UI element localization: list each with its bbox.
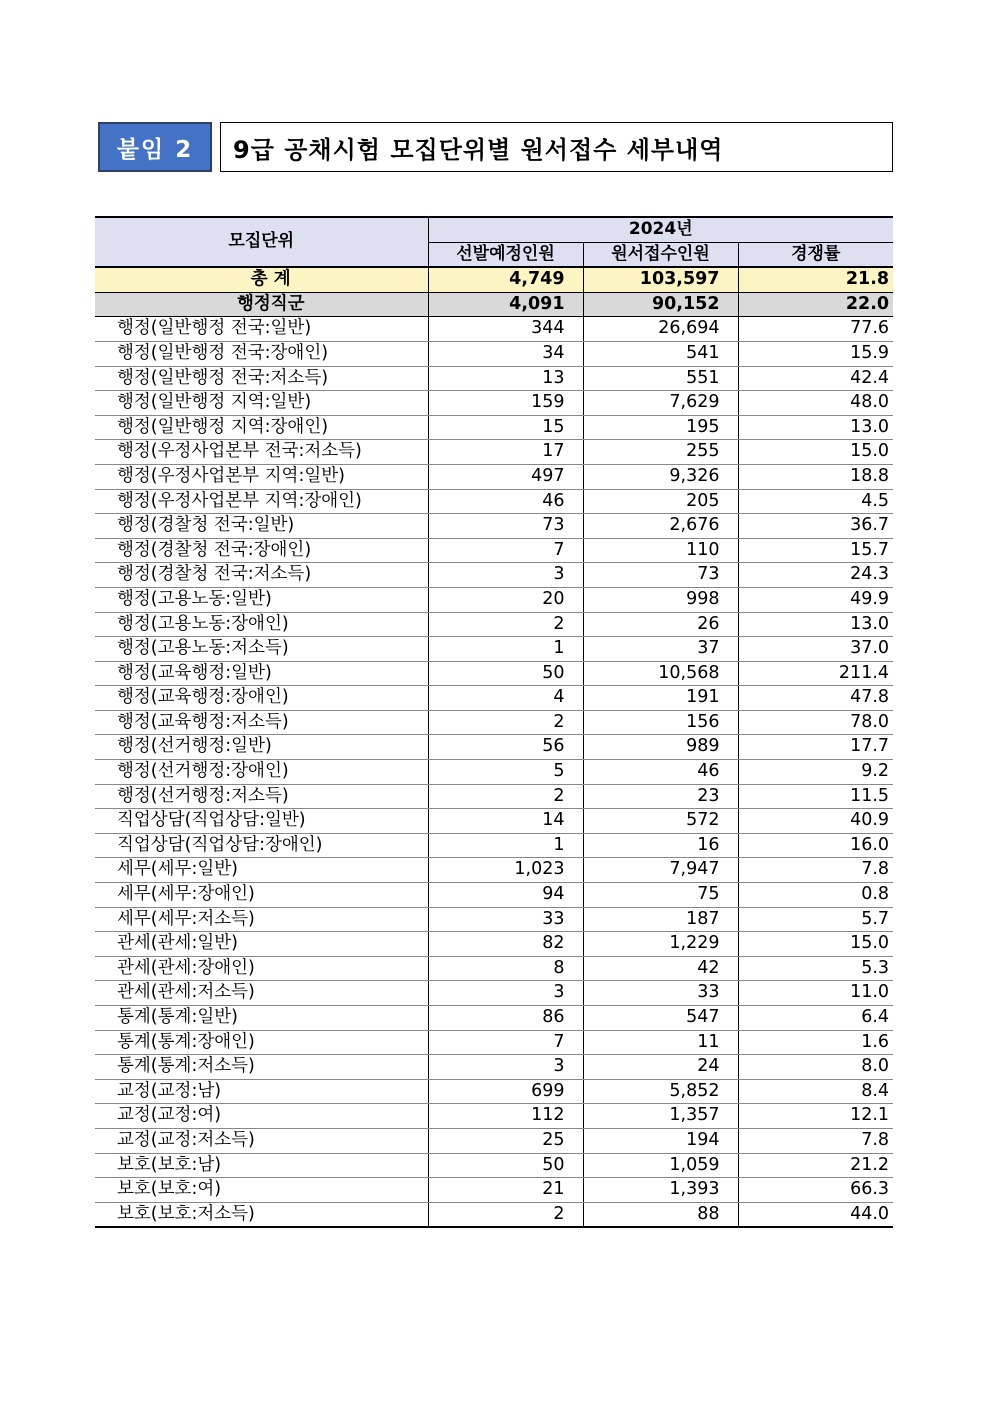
- selected-count: 13: [428, 366, 583, 391]
- total-selected: 4,749: [428, 267, 583, 292]
- unit-name: 행정(교육행정:일반): [95, 661, 428, 686]
- selected-count: 50: [428, 1153, 583, 1178]
- competition-rate: 0.8: [738, 883, 893, 908]
- competition-rate: 13.0: [738, 612, 893, 637]
- selected-count: 2: [428, 784, 583, 809]
- competition-rate: 11.0: [738, 981, 893, 1006]
- unit-name: 행정(교육행정:장애인): [95, 686, 428, 711]
- selected-count: 3: [428, 563, 583, 588]
- header-competition-rate: 경쟁률: [738, 242, 893, 267]
- applicant-count: 73: [583, 563, 738, 588]
- unit-name: 행정(우정사업본부 전국:저소득): [95, 440, 428, 465]
- competition-rate: 44.0: [738, 1202, 893, 1227]
- selected-count: 497: [428, 464, 583, 489]
- competition-rate: 211.4: [738, 661, 893, 686]
- applicant-count: 33: [583, 981, 738, 1006]
- unit-name: 관세(관세:장애인): [95, 956, 428, 981]
- selected-count: 3: [428, 1055, 583, 1080]
- applicant-count: 10,568: [583, 661, 738, 686]
- competition-rate: 66.3: [738, 1178, 893, 1203]
- header-applicants: 원서접수인원: [583, 242, 738, 267]
- table-row: [95, 1055, 893, 1080]
- selected-count: 8: [428, 956, 583, 981]
- selected-count: 50: [428, 661, 583, 686]
- competition-rate: 16.0: [738, 833, 893, 858]
- selected-count: 17: [428, 440, 583, 465]
- applicant-count: 23: [583, 784, 738, 809]
- selected-count: 1: [428, 833, 583, 858]
- group-row: [95, 292, 893, 317]
- selected-count: 2: [428, 1202, 583, 1227]
- competition-rate: 12.1: [738, 1104, 893, 1129]
- competition-rate: 49.9: [738, 587, 893, 612]
- unit-name: 보호(보호:남): [95, 1153, 428, 1178]
- unit-name: 행정(경찰청 전국:장애인): [95, 538, 428, 563]
- group-selected: 4,091: [428, 292, 583, 317]
- table-row: [95, 784, 893, 809]
- unit-name: 통계(통계:저소득): [95, 1055, 428, 1080]
- table-row: [95, 883, 893, 908]
- table-row: [95, 366, 893, 391]
- unit-name: 세무(세무:저소득): [95, 907, 428, 932]
- unit-name: 행정(고용노동:장애인): [95, 612, 428, 637]
- applicant-count: 9,326: [583, 464, 738, 489]
- competition-rate: 9.2: [738, 760, 893, 785]
- unit-name: 통계(통계:장애인): [95, 1030, 428, 1055]
- table-row: [95, 612, 893, 637]
- attachment-badge: 붙임 2: [98, 122, 212, 172]
- selected-count: 344: [428, 317, 583, 342]
- unit-name: 세무(세무:일반): [95, 858, 428, 883]
- unit-name: 행정(경찰청 전국:일반): [95, 514, 428, 539]
- applicant-count: 194: [583, 1128, 738, 1153]
- selected-count: 4: [428, 686, 583, 711]
- table-row: [95, 341, 893, 366]
- table-row: [95, 440, 893, 465]
- total-applicants: 103,597: [583, 267, 738, 292]
- applicant-count: 205: [583, 489, 738, 514]
- table-row: [95, 833, 893, 858]
- table-row: [95, 391, 893, 416]
- applicant-count: 37: [583, 637, 738, 662]
- table-row: [95, 514, 893, 539]
- header-selected: 선발예정인원: [428, 242, 583, 267]
- unit-name: 교정(교정:남): [95, 1079, 428, 1104]
- unit-name: 행정(일반행정 전국:장애인): [95, 341, 428, 366]
- applicant-count: 547: [583, 1006, 738, 1031]
- competition-rate: 7.8: [738, 1128, 893, 1153]
- competition-rate: 6.4: [738, 1006, 893, 1031]
- unit-name: 세무(세무:장애인): [95, 883, 428, 908]
- applicant-count: 24: [583, 1055, 738, 1080]
- document-title: 9급 공채시험 모집단위별 원서접수 세부내역: [220, 122, 893, 172]
- competition-rate: 4.5: [738, 489, 893, 514]
- competition-rate: 42.4: [738, 366, 893, 391]
- applicant-count: 989: [583, 735, 738, 760]
- header-recruitment-unit: 모집단위: [95, 217, 428, 267]
- unit-name: 보호(보호:여): [95, 1178, 428, 1203]
- applicant-count: 1,059: [583, 1153, 738, 1178]
- group-rate: 22.0: [738, 292, 893, 317]
- unit-name: 행정(우정사업본부 지역:일반): [95, 464, 428, 489]
- competition-rate: 18.8: [738, 464, 893, 489]
- table-row: [95, 809, 893, 834]
- competition-rate: 5.3: [738, 956, 893, 981]
- table-row: [95, 1202, 893, 1227]
- selected-count: 33: [428, 907, 583, 932]
- applicant-count: 1,229: [583, 932, 738, 957]
- selected-count: 20: [428, 587, 583, 612]
- unit-name: 직업상담(직업상담:장애인): [95, 833, 428, 858]
- applicant-count: 572: [583, 809, 738, 834]
- competition-rate: 21.2: [738, 1153, 893, 1178]
- selected-count: 82: [428, 932, 583, 957]
- table-row: [95, 735, 893, 760]
- table-row: [95, 1153, 893, 1178]
- applicant-count: 26,694: [583, 317, 738, 342]
- applicant-count: 998: [583, 587, 738, 612]
- table-row: [95, 317, 893, 342]
- table-row: [95, 1030, 893, 1055]
- table-row: [95, 981, 893, 1006]
- competition-rate: 78.0: [738, 710, 893, 735]
- competition-rate: 15.7: [738, 538, 893, 563]
- unit-name: 행정(고용노동:저소득): [95, 637, 428, 662]
- competition-rate: 48.0: [738, 391, 893, 416]
- document-header: [98, 122, 893, 172]
- applicant-count: 2,676: [583, 514, 738, 539]
- unit-name: 교정(교정:여): [95, 1104, 428, 1129]
- selected-count: 7: [428, 1030, 583, 1055]
- table-row: [95, 563, 893, 588]
- table-row: [95, 489, 893, 514]
- unit-name: 행정(선거행정:일반): [95, 735, 428, 760]
- selected-count: 34: [428, 341, 583, 366]
- applicant-count: 88: [583, 1202, 738, 1227]
- selected-count: 7: [428, 538, 583, 563]
- applicant-count: 5,852: [583, 1079, 738, 1104]
- unit-name: 관세(관세:저소득): [95, 981, 428, 1006]
- selected-count: 86: [428, 1006, 583, 1031]
- unit-name: 행정(고용노동:일반): [95, 587, 428, 612]
- selected-count: 56: [428, 735, 583, 760]
- applicant-count: 1,357: [583, 1104, 738, 1129]
- competition-rate: 47.8: [738, 686, 893, 711]
- applicant-count: 42: [583, 956, 738, 981]
- selected-count: 21: [428, 1178, 583, 1203]
- table-row: [95, 956, 893, 981]
- applicant-count: 551: [583, 366, 738, 391]
- table-row: [95, 907, 893, 932]
- unit-name: 행정(우정사업본부 지역:장애인): [95, 489, 428, 514]
- selected-count: 2: [428, 710, 583, 735]
- unit-name: 통계(통계:일반): [95, 1006, 428, 1031]
- selected-count: 699: [428, 1079, 583, 1104]
- table-row: [95, 686, 893, 711]
- selected-count: 1: [428, 637, 583, 662]
- competition-rate: 40.9: [738, 809, 893, 834]
- table-row: [95, 464, 893, 489]
- applicant-count: 195: [583, 415, 738, 440]
- table-row: [95, 415, 893, 440]
- table-row: [95, 637, 893, 662]
- unit-name: 행정(교육행정:저소득): [95, 710, 428, 735]
- selected-count: 25: [428, 1128, 583, 1153]
- applicant-count: 26: [583, 612, 738, 637]
- table-row: [95, 1006, 893, 1031]
- applicant-count: 46: [583, 760, 738, 785]
- selected-count: 112: [428, 1104, 583, 1129]
- selected-count: 73: [428, 514, 583, 539]
- competition-rate: 15.0: [738, 440, 893, 465]
- applicant-count: 7,947: [583, 858, 738, 883]
- competition-rate: 37.0: [738, 637, 893, 662]
- applicant-count: 187: [583, 907, 738, 932]
- competition-rate: 8.4: [738, 1079, 893, 1104]
- total-rate: 21.8: [738, 267, 893, 292]
- table-row: [95, 760, 893, 785]
- unit-name: 교정(교정:저소득): [95, 1128, 428, 1153]
- competition-rate: 77.6: [738, 317, 893, 342]
- unit-name: 행정(선거행정:저소득): [95, 784, 428, 809]
- selected-count: 15: [428, 415, 583, 440]
- selected-count: 46: [428, 489, 583, 514]
- selected-count: 1,023: [428, 858, 583, 883]
- competition-rate: 7.8: [738, 858, 893, 883]
- applicant-count: 11: [583, 1030, 738, 1055]
- table-row: [95, 1104, 893, 1129]
- group-label: 행정직군: [95, 292, 428, 317]
- applicant-count: 75: [583, 883, 738, 908]
- competition-rate: 1.6: [738, 1030, 893, 1055]
- table-row: [95, 932, 893, 957]
- unit-name: 행정(일반행정 지역:장애인): [95, 415, 428, 440]
- unit-name: 행정(경찰청 전국:저소득): [95, 563, 428, 588]
- header-year: 2024년: [428, 217, 893, 242]
- selected-count: 94: [428, 883, 583, 908]
- selected-count: 3: [428, 981, 583, 1006]
- table-row: [95, 1079, 893, 1104]
- selected-count: 14: [428, 809, 583, 834]
- competition-rate: 15.0: [738, 932, 893, 957]
- table-row: [95, 710, 893, 735]
- table-row: [95, 661, 893, 686]
- competition-rate: 5.7: [738, 907, 893, 932]
- unit-name: 행정(선거행정:장애인): [95, 760, 428, 785]
- selected-count: 5: [428, 760, 583, 785]
- group-applicants: 90,152: [583, 292, 738, 317]
- unit-name: 보호(보호:저소득): [95, 1202, 428, 1227]
- table-row: [95, 1178, 893, 1203]
- applicant-count: 191: [583, 686, 738, 711]
- applicant-count: 1,393: [583, 1178, 738, 1203]
- table-row: [95, 538, 893, 563]
- competition-rate: 13.0: [738, 415, 893, 440]
- selected-count: 159: [428, 391, 583, 416]
- total-row: [95, 267, 893, 292]
- competition-rate: 17.7: [738, 735, 893, 760]
- unit-name: 행정(일반행정 전국:일반): [95, 317, 428, 342]
- unit-name: 행정(일반행정 지역:일반): [95, 391, 428, 416]
- competition-rate: 8.0: [738, 1055, 893, 1080]
- table-row: [95, 1128, 893, 1153]
- competition-rate: 24.3: [738, 563, 893, 588]
- unit-name: 직업상담(직업상담:일반): [95, 809, 428, 834]
- applicant-count: 110: [583, 538, 738, 563]
- competition-rate: 36.7: [738, 514, 893, 539]
- recruitment-table: [95, 216, 893, 1228]
- unit-name: 관세(관세:일반): [95, 932, 428, 957]
- competition-rate: 11.5: [738, 784, 893, 809]
- applicant-count: 541: [583, 341, 738, 366]
- unit-name: 행정(일반행정 전국:저소득): [95, 366, 428, 391]
- applicant-count: 16: [583, 833, 738, 858]
- applicant-count: 156: [583, 710, 738, 735]
- table-row: [95, 587, 893, 612]
- table-row: [95, 858, 893, 883]
- total-label: 총 계: [95, 267, 428, 292]
- competition-rate: 15.9: [738, 341, 893, 366]
- selected-count: 2: [428, 612, 583, 637]
- applicant-count: 7,629: [583, 391, 738, 416]
- applicant-count: 255: [583, 440, 738, 465]
